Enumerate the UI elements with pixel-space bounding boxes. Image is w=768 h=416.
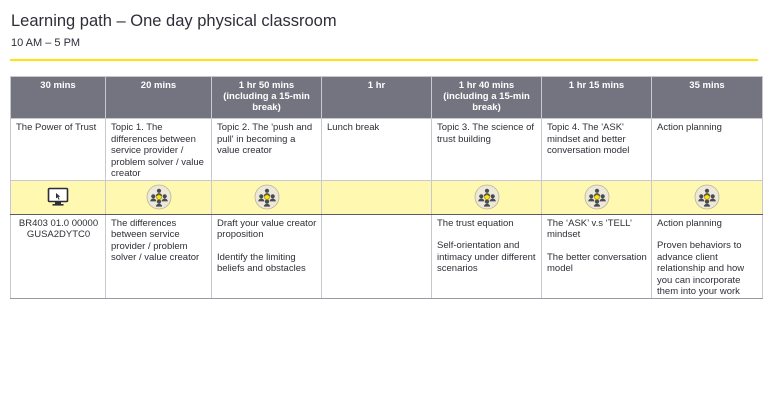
duration-cell: 1 hr	[322, 77, 432, 119]
duration-cell: 1 hr 50 mins (including a 15-min break)	[212, 77, 322, 119]
detail-cell	[542, 214, 652, 298]
detail-cell	[652, 214, 763, 298]
format-cell	[11, 180, 106, 214]
topic-cell: Topic 1. The differences between service provider / problem solver / value creator	[106, 119, 212, 181]
detail-text: Proven behaviors to advance client relationship and how you can incorporate them into your work	[657, 240, 745, 297]
group-people-icon	[254, 184, 280, 210]
course-code-cell: BR403 01.0 00000 GUSA2DYTC0	[11, 214, 106, 298]
detail-text: The ‘ASK’ v.s ‘TELL’ mindset	[547, 217, 632, 240]
duration-cell: 20 mins	[106, 77, 212, 119]
topic-cell: The Power of Trust	[11, 119, 106, 181]
format-cell	[106, 180, 212, 214]
topic-row	[11, 119, 763, 181]
topic-cell: Topic 3. The science of trust building	[432, 119, 542, 181]
group-people-icon	[474, 184, 500, 210]
duration-cell: 30 mins	[11, 77, 106, 119]
format-cell	[212, 180, 322, 214]
detail-cell	[212, 214, 322, 298]
page-subtitle: 10 AM – 5 PM	[11, 37, 81, 49]
detail-text: Identify the limiting beliefs and obstacles	[217, 251, 306, 274]
detail-text: Self-orientation and intimacy under different scenarios	[437, 240, 536, 274]
group-people-icon	[694, 184, 720, 210]
detail-text: Action planning	[657, 217, 722, 229]
detail-text: Draft your value creator proposition	[217, 217, 317, 240]
page-title: Learning path – One day physical classroom	[11, 12, 337, 30]
detail-cell: The differences between service provider / problem solver / value creator	[106, 214, 212, 298]
detail-cell	[432, 214, 542, 298]
duration-header-row	[11, 77, 763, 119]
detail-row	[11, 214, 763, 298]
duration-cell: 1 hr 15 mins	[542, 77, 652, 119]
format-cell	[432, 180, 542, 214]
title-divider	[10, 59, 758, 61]
detail-text: The better conversation model	[547, 251, 647, 274]
topic-cell: Action planning	[652, 119, 763, 181]
topic-cell: Topic 4. The 'ASK' mindset and better conversation model	[542, 119, 652, 181]
detail-text: The trust equation	[437, 217, 514, 229]
format-cell	[542, 180, 652, 214]
group-people-icon	[146, 184, 172, 210]
duration-cell: 1 hr 40 mins (including a 15-min break)	[432, 77, 542, 119]
topic-cell: Lunch break	[322, 119, 432, 181]
group-people-icon	[584, 184, 610, 210]
detail-cell	[322, 214, 432, 298]
computer-monitor-icon	[47, 187, 69, 207]
format-cell	[652, 180, 763, 214]
topic-cell: Topic 2. The 'push and pull' in becoming a value creator	[212, 119, 322, 181]
learning-path-table	[10, 76, 763, 299]
format-icon-row	[11, 180, 763, 214]
format-cell	[322, 180, 432, 214]
duration-cell: 35 mins	[652, 77, 763, 119]
